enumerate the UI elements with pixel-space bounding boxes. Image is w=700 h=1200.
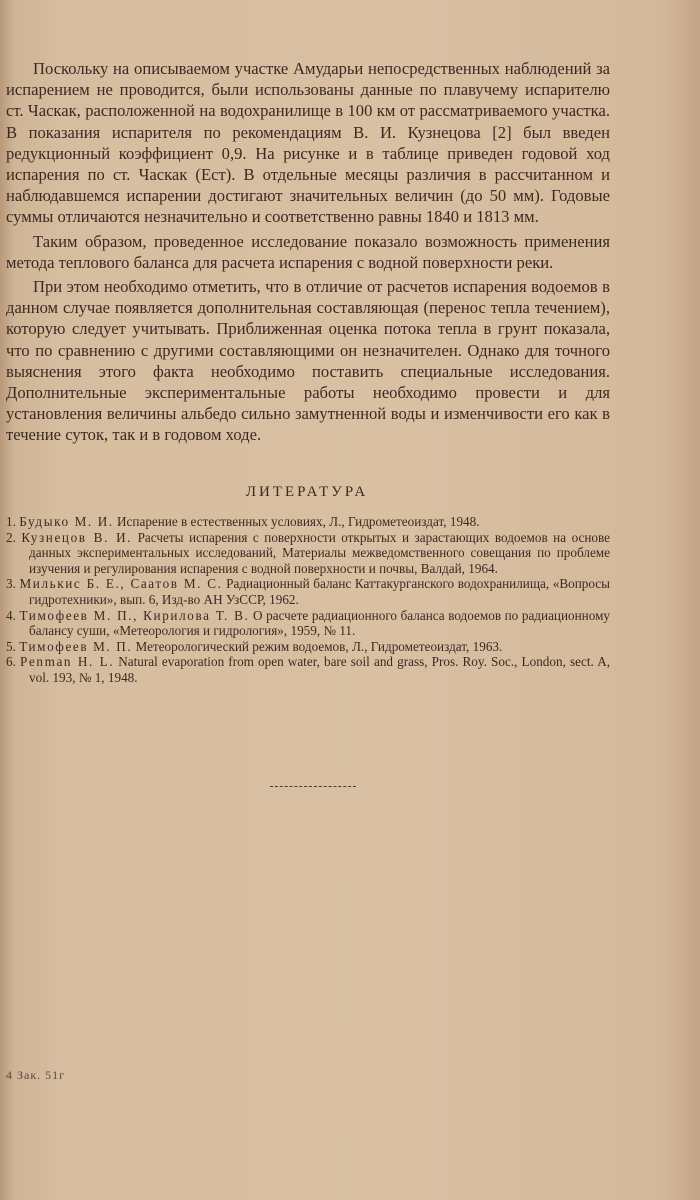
reference-number: 3. <box>6 576 16 592</box>
reference-number: 1. <box>6 514 16 529</box>
reference-text: Испарение в естественных условиях, Л., Гидрометеоиздат, 1948. <box>117 514 480 529</box>
paragraph: Поскольку на описываемом участке Амударьи непосредственных наблюдений за испарением не проводится, были использованы данные по плавучему испарителю ст. Часкак, расположенной на водохранилище в 100 км от рассматриваемого участка. В показания испарителя по рекомендациям В. И. Кузнецова [2] был введен редукционный коэффициент 0,9. На рисунке и в таблице приведен годовой ход испарения по ст. Часкак (Eст). В отдельные месяцы различия в рассчитанном и наблюдавшемся испарении достигают значительных величин (до 50 мм). Годовые суммы отличаются незначительно и соответственно равны 1840 и 1813 мм. <box>6 59 610 227</box>
references-heading: ЛИТЕРАТУРА <box>245 484 369 500</box>
reference-item <box>6 530 610 577</box>
body-text <box>6 58 610 449</box>
reference-text: Расчеты испарения с поверхности открытых и зарастающих водоемов на основе данных экспериментальных исследований, Материалы межведомственного совещания по проблеме изучения и регулирования испарения с водной поверхности и почвы, Валдай, 1964. <box>29 529 611 576</box>
references-list <box>6 514 610 686</box>
reference-text: Радиационный баланс Каттакурганского водохранилища, «Вопросы гидротехники», вып. 6, Изд-во АН УзССР, 1962. <box>29 576 611 607</box>
reference-author: Кузнецов В. И. <box>21 529 133 545</box>
reference-number: 6. <box>6 654 16 670</box>
paragraph: Таким образом, проведенное исследование показало возможность применения метода теплового баланса для расчета испарения с водной поверхности реки. <box>6 231 610 272</box>
reference-author: Будыко М. И. <box>19 514 114 529</box>
reference-item <box>6 608 610 639</box>
reference-item <box>6 639 610 655</box>
reference-author: Тимофеев М. П., Кирилова Т. В. <box>19 607 250 623</box>
page-footer: 4 Зак. 51г <box>6 1068 66 1082</box>
reference-item <box>6 576 610 607</box>
reference-text: О расчете радиационного баланса водоемов по радиационному балансу суши, «Метеорология и гидрология», 1959, № 11. <box>29 607 611 639</box>
section-divider <box>270 786 356 787</box>
reference-item <box>6 654 610 685</box>
reference-number: 2. <box>6 529 16 545</box>
reference-number: 5. <box>6 638 16 654</box>
paragraph: При этом необходимо отметить, что в отличие от расчетов испарения водоемов в данном случае появляется дополнительная составляющая (перенос тепла течением), которую следует учитывать. Приближенная оценка потока тепла в грунт показала, что по сравнению с другими составляющими он незначителен. Однако для точного выяснения этого факта необходимо поставить специальные исследования. Дополнительные экспериментальные работы необходимо провести и для установления величины альбедо сильно замутненной воды и изменчивости его как в течение суток, так и в годовом ходе. <box>6 277 610 445</box>
reference-item <box>6 514 610 530</box>
reference-text: Метеорологический режим водоемов, Л., Гидрометеоиздат, 1963. <box>135 638 503 654</box>
reference-author: Милькис Б. Е., Саатов М. С. <box>19 576 223 592</box>
reference-text: Natural evaporation from open water, bare soil and grass, Pros. Roy. Soc., London, sect. A, vol. 193, № 1, 1948. <box>29 654 611 685</box>
reference-author: Penman H. L. <box>20 654 115 670</box>
reference-number: 4. <box>6 607 16 623</box>
reference-author: Тимофеев М. П. <box>19 638 133 654</box>
